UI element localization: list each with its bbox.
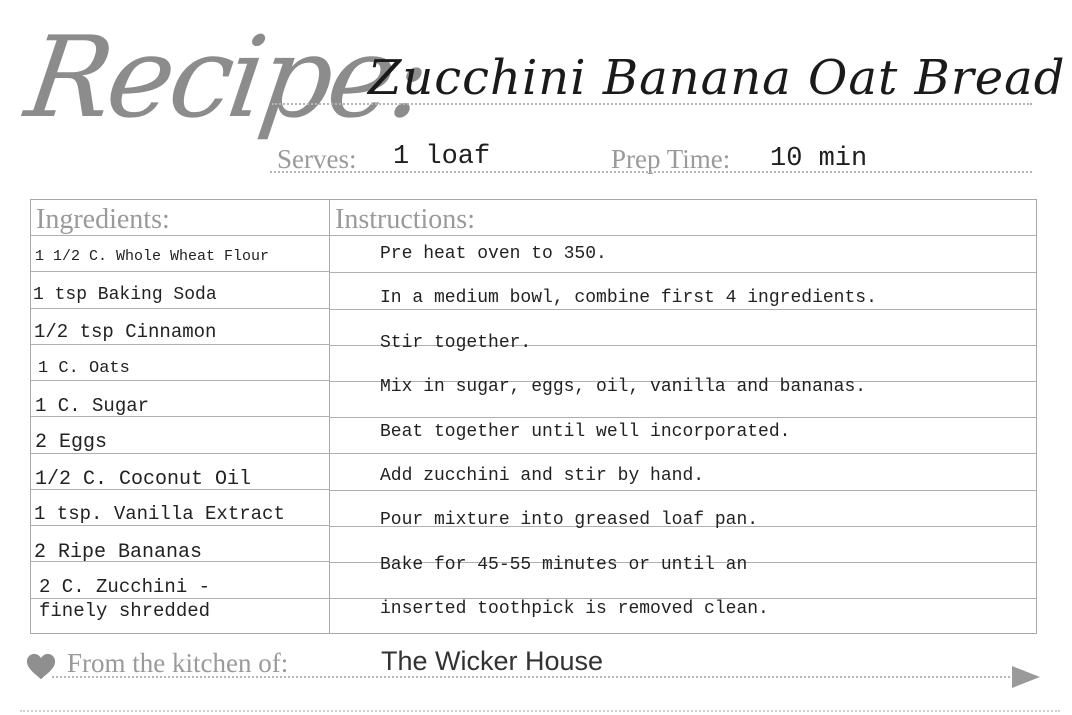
ingredient-item: 2 C. Zucchini - <box>39 576 211 598</box>
row-line <box>329 235 1036 236</box>
row-line <box>31 380 329 381</box>
serves-label: Serves: <box>277 144 357 174</box>
row-line <box>31 271 329 272</box>
ingredient-item: 1/2 tsp Cinnamon <box>34 321 217 343</box>
ingredient-item: 1 C. Oats <box>38 359 130 378</box>
instruction-step: Add zucchini and stir by hand. <box>380 466 705 486</box>
row-line <box>31 235 329 236</box>
row-line <box>329 417 1036 418</box>
row-line <box>31 344 329 345</box>
row-line <box>329 453 1036 454</box>
kitchen-label: From the kitchen of: <box>67 648 289 678</box>
ingredient-item: 1 tsp. Vanilla Extract <box>34 503 285 525</box>
row-line <box>329 272 1036 273</box>
instruction-step: Bake for 45-55 minutes or until an <box>380 555 748 575</box>
instruction-step: Stir together. <box>380 333 532 353</box>
ingredient-item: 1/2 C. Coconut Oil <box>35 468 252 491</box>
recipe-title: Zucchini Banana Oat Bread <box>368 50 1066 106</box>
row-line <box>329 309 1036 310</box>
row-line <box>31 308 329 309</box>
instruction-step: Pour mixture into greased loaf pan. <box>380 510 759 530</box>
kitchen-value: The Wicker House <box>381 646 604 676</box>
bottom-dotted-border <box>20 710 1060 712</box>
ingredient-item: 1 C. Sugar <box>35 395 150 417</box>
instruction-step: Pre heat oven to 350. <box>380 244 607 264</box>
title-underline <box>272 103 1032 105</box>
ingredient-item: 1 tsp Baking Soda <box>33 285 217 305</box>
footer-underline <box>52 676 1010 678</box>
arrow-right-icon <box>1010 664 1042 690</box>
meta-underline <box>270 171 1032 173</box>
prep-time-label: Prep Time: <box>611 144 731 174</box>
instructions-heading: Instructions: <box>335 204 475 235</box>
ingredient-item: 1 1/2 C. Whole Wheat Flour <box>35 248 270 265</box>
row-line <box>31 598 329 599</box>
recipe-table <box>30 199 1037 634</box>
ingredient-item: 2 Eggs <box>35 431 108 454</box>
row-line <box>31 525 329 526</box>
instruction-step: inserted toothpick is removed clean. <box>380 599 769 619</box>
instruction-step: Beat together until well incorporated. <box>380 422 791 442</box>
prep-time-value: 10 min <box>770 144 868 174</box>
ingredient-item: 2 Ripe Bananas <box>34 541 203 564</box>
serves-value: 1 loaf <box>393 142 491 172</box>
instruction-step: In a medium bowl, combine first 4 ingredients. <box>380 288 877 308</box>
ingredient-item: finely shredded <box>39 600 211 622</box>
row-line <box>329 490 1036 491</box>
ingredients-heading: Ingredients: <box>36 204 170 235</box>
instruction-step: Mix in sugar, eggs, oil, vanilla and bananas. <box>380 377 867 397</box>
recipe-label: Recipe: <box>18 13 435 143</box>
